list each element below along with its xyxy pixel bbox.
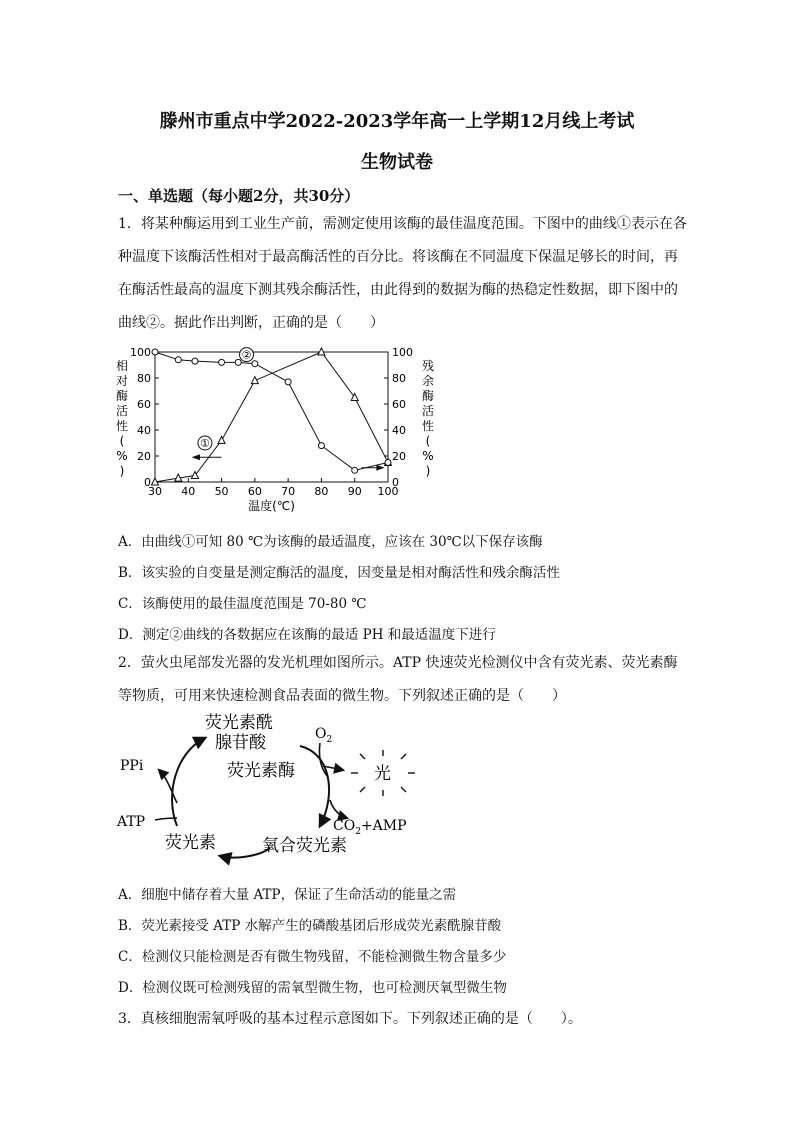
plot-frame [155,352,388,482]
co2-amp-arrow [330,800,347,818]
q1-option-d: D．测定②曲线的各数据应在该酶的最适 PH 和最适温度下进行 [118,627,496,643]
node-luciferyl-adenylate-1: 荧光素酰 [205,713,273,733]
arrow-left-axis-head [192,454,200,460]
x-tick-label: 60 [247,485,262,498]
point-series-2 [152,349,158,355]
y-tick-label-left: 80 [137,372,151,385]
q2-option-a: A．细胞中储存着大量 ATP，保证了生命活动的能量之需 [118,887,457,903]
y-tick-label-right: 0 [392,476,399,489]
co2-amp-label: $CO_2+AMP$ [333,818,407,837]
question-2-stem: 2．萤火虫尾部发光器的发光机理如图所示。ATP 快速荧光检测仪中含有荧光素、荧光素酶等物质，可用来快速检测食品表面的微生物。下列叙述正确的是（ ） [118,655,678,704]
luciferin-cycle-diagram [115,708,455,878]
curve-label-1: ① [199,437,210,450]
ppi-arrow [159,770,177,803]
point-series-2 [219,359,225,365]
y-tick-label-right: 40 [392,424,406,437]
section-heading: 一、单选题（每小题2分，共30分） [118,187,360,205]
y-axis-label-right: 残余酶活性( % ) [421,359,435,478]
atp-label: ATP [117,814,146,830]
point-series-1 [251,377,258,384]
cycle-arc-left [172,738,205,826]
q1-option-b: B．该实验的自变量是测定酶活的温度，因变量是相对酶活性和残余酶活性 [118,565,560,581]
y-tick-label-left: 100 [130,346,151,359]
question-1-stem: 1．将某种酶运用到工业生产前，需测定使用该酶的最佳温度范围。下图中的曲线①表示在各种温度下该酶活性相对于最高酶活性的百分比。将该酶在不同温度下保温足够长的时间，再在酶活性最高的温度下测其残余酶活性，由此得到的数据为酶的热稳定性数据，即下图中的曲线②。据此作出判断，正确的是（ ） [118,216,687,331]
curve-label-2: ② [241,348,252,362]
luciferin-label: 荧光素 [165,833,216,853]
y-tick-label-left: 20 [137,450,151,463]
y-tick-label-left: 0 [144,476,151,489]
x-tick-label: 30 [148,485,162,498]
point-series-2 [192,358,198,364]
q1-option-c: C．该酶使用的最佳温度范围是 70-80 ℃ [118,596,367,612]
question-3-stem: 3．真核细胞需氧呼吸的基本过程示意图如下。下列叙述正确的是（ ）。 [118,1011,582,1027]
x-tick-label: 100 [377,485,399,498]
q2-option-b: B．荧光素接受 ATP 水解产生的磷酸基团后形成荧光素酰腺苷酸 [118,918,502,934]
point-series-2 [252,361,258,367]
point-series-2 [385,460,391,466]
x-axis-label: 温度(℃) [248,499,295,513]
enzyme-label: 荧光素酶 [227,761,295,781]
o2-label: $O_2$ [315,726,333,745]
y-tick-label-right: 80 [392,372,406,385]
light-label: 光 [374,764,391,784]
point-series-2 [235,359,241,365]
exam-subtitle: 生物试卷 [361,152,433,173]
x-tick-label: 40 [181,485,196,498]
y-tick-label-left: 40 [137,424,151,437]
y-tick-label-right: 20 [392,450,406,463]
enzyme-activity-chart [110,340,440,515]
x-tick-label: 80 [314,485,329,498]
y-tick-label-right: 60 [392,398,406,411]
y-axis-label-left: 相对酶活性( % ) [115,359,129,478]
series-line-2 [155,352,388,470]
q2-option-c: C．检测仪只能检测是否有微生物残留，不能检测微生物含量多少 [118,949,507,965]
ppi-label: PPi [120,758,144,774]
point-series-2 [285,379,291,385]
point-series-2 [352,467,358,473]
y-tick-label-right: 100 [392,346,413,359]
q2-option-d: D．检测仪既可检测残留的需氧型微生物，也可检测厌氧型微生物 [118,980,507,996]
oxyluciferin-label: 氧合荧光素 [262,836,347,856]
cycle-arc-right [300,746,329,826]
x-tick-label: 70 [281,485,296,498]
y-tick-label-left: 60 [137,398,151,411]
x-tick-label: 50 [214,485,229,498]
point-series-2 [175,357,181,363]
arrow-right-axis-head [376,465,384,471]
x-tick-label: 90 [347,485,362,498]
series-line-1 [155,352,388,482]
point-series-1 [218,436,225,443]
point-series-2 [318,443,324,449]
q1-option-a: A．由曲线①可知 80 ℃为该酶的最适温度，应该在 30℃以下保存该酶 [118,534,543,550]
node-luciferyl-adenylate-2: 腺苷酸 [215,733,266,753]
exam-title: 滕州市重点中学2022-2023学年高一上学期12月线上考试 [159,111,635,132]
